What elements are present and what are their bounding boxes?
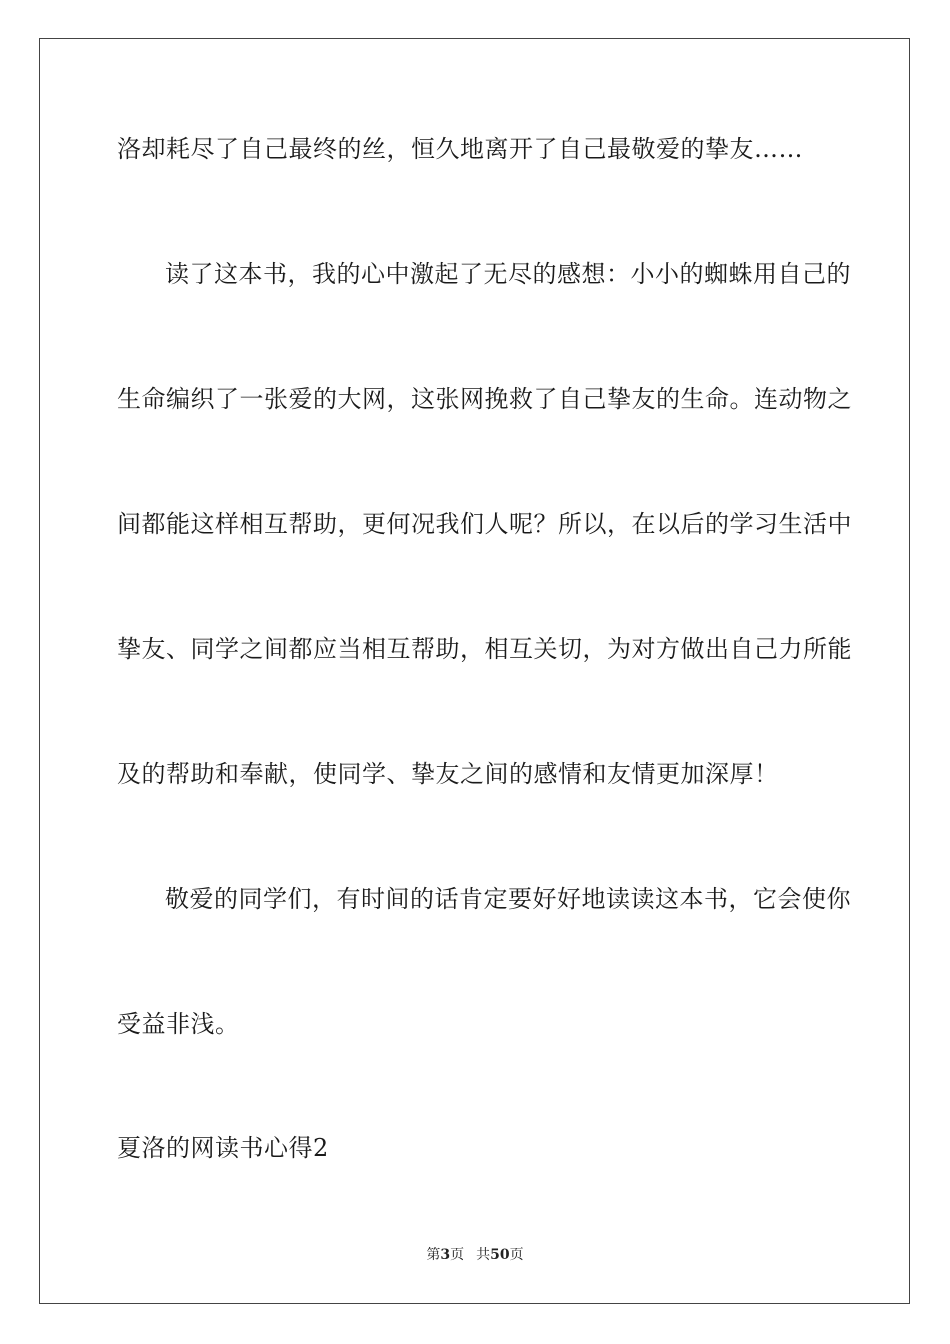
paragraph-line-5: 挚友、同学之间都应当相互帮助，相互关切，为对方做出自己力所能: [117, 635, 852, 663]
paragraph-line-6: 及的帮助和奉献，使同学、挚友之间的感情和友情更加深厚！: [117, 760, 779, 788]
paragraph-line-2: 读了这本书，我的心中激起了无尽的感想：小小的蜘蛛用自己的: [165, 260, 851, 288]
paragraph-line-1: 洛却耗尽了自己最终的丝，恒久地离开了自己最敬爱的挚友……: [117, 135, 803, 163]
page-prefix: 第: [426, 1247, 441, 1263]
total-pages: 50: [490, 1247, 510, 1263]
paragraph-line-7: 敬爱的同学们，有时间的话肯定要好好地读读这本书，它会使你: [165, 885, 851, 913]
page-suffix: 页: [450, 1247, 465, 1263]
paragraph-line-8: 受益非浅。: [117, 1010, 240, 1038]
paragraph-line-4: 间都能这样相互帮助，更何况我们人呢？所以，在以后的学习生活中: [117, 510, 852, 538]
section-title: 夏洛的网读书心得2: [117, 1134, 329, 1162]
page-border: [39, 38, 910, 1304]
total-prefix: 共: [476, 1247, 491, 1263]
page-number: 3: [440, 1247, 451, 1263]
page-footer: [0, 1246, 950, 1264]
paragraph-line-3: 生命编织了一张爱的大网，这张网挽救了自己挚友的生命。连动物之: [117, 385, 852, 413]
total-suffix: 页: [509, 1247, 524, 1263]
